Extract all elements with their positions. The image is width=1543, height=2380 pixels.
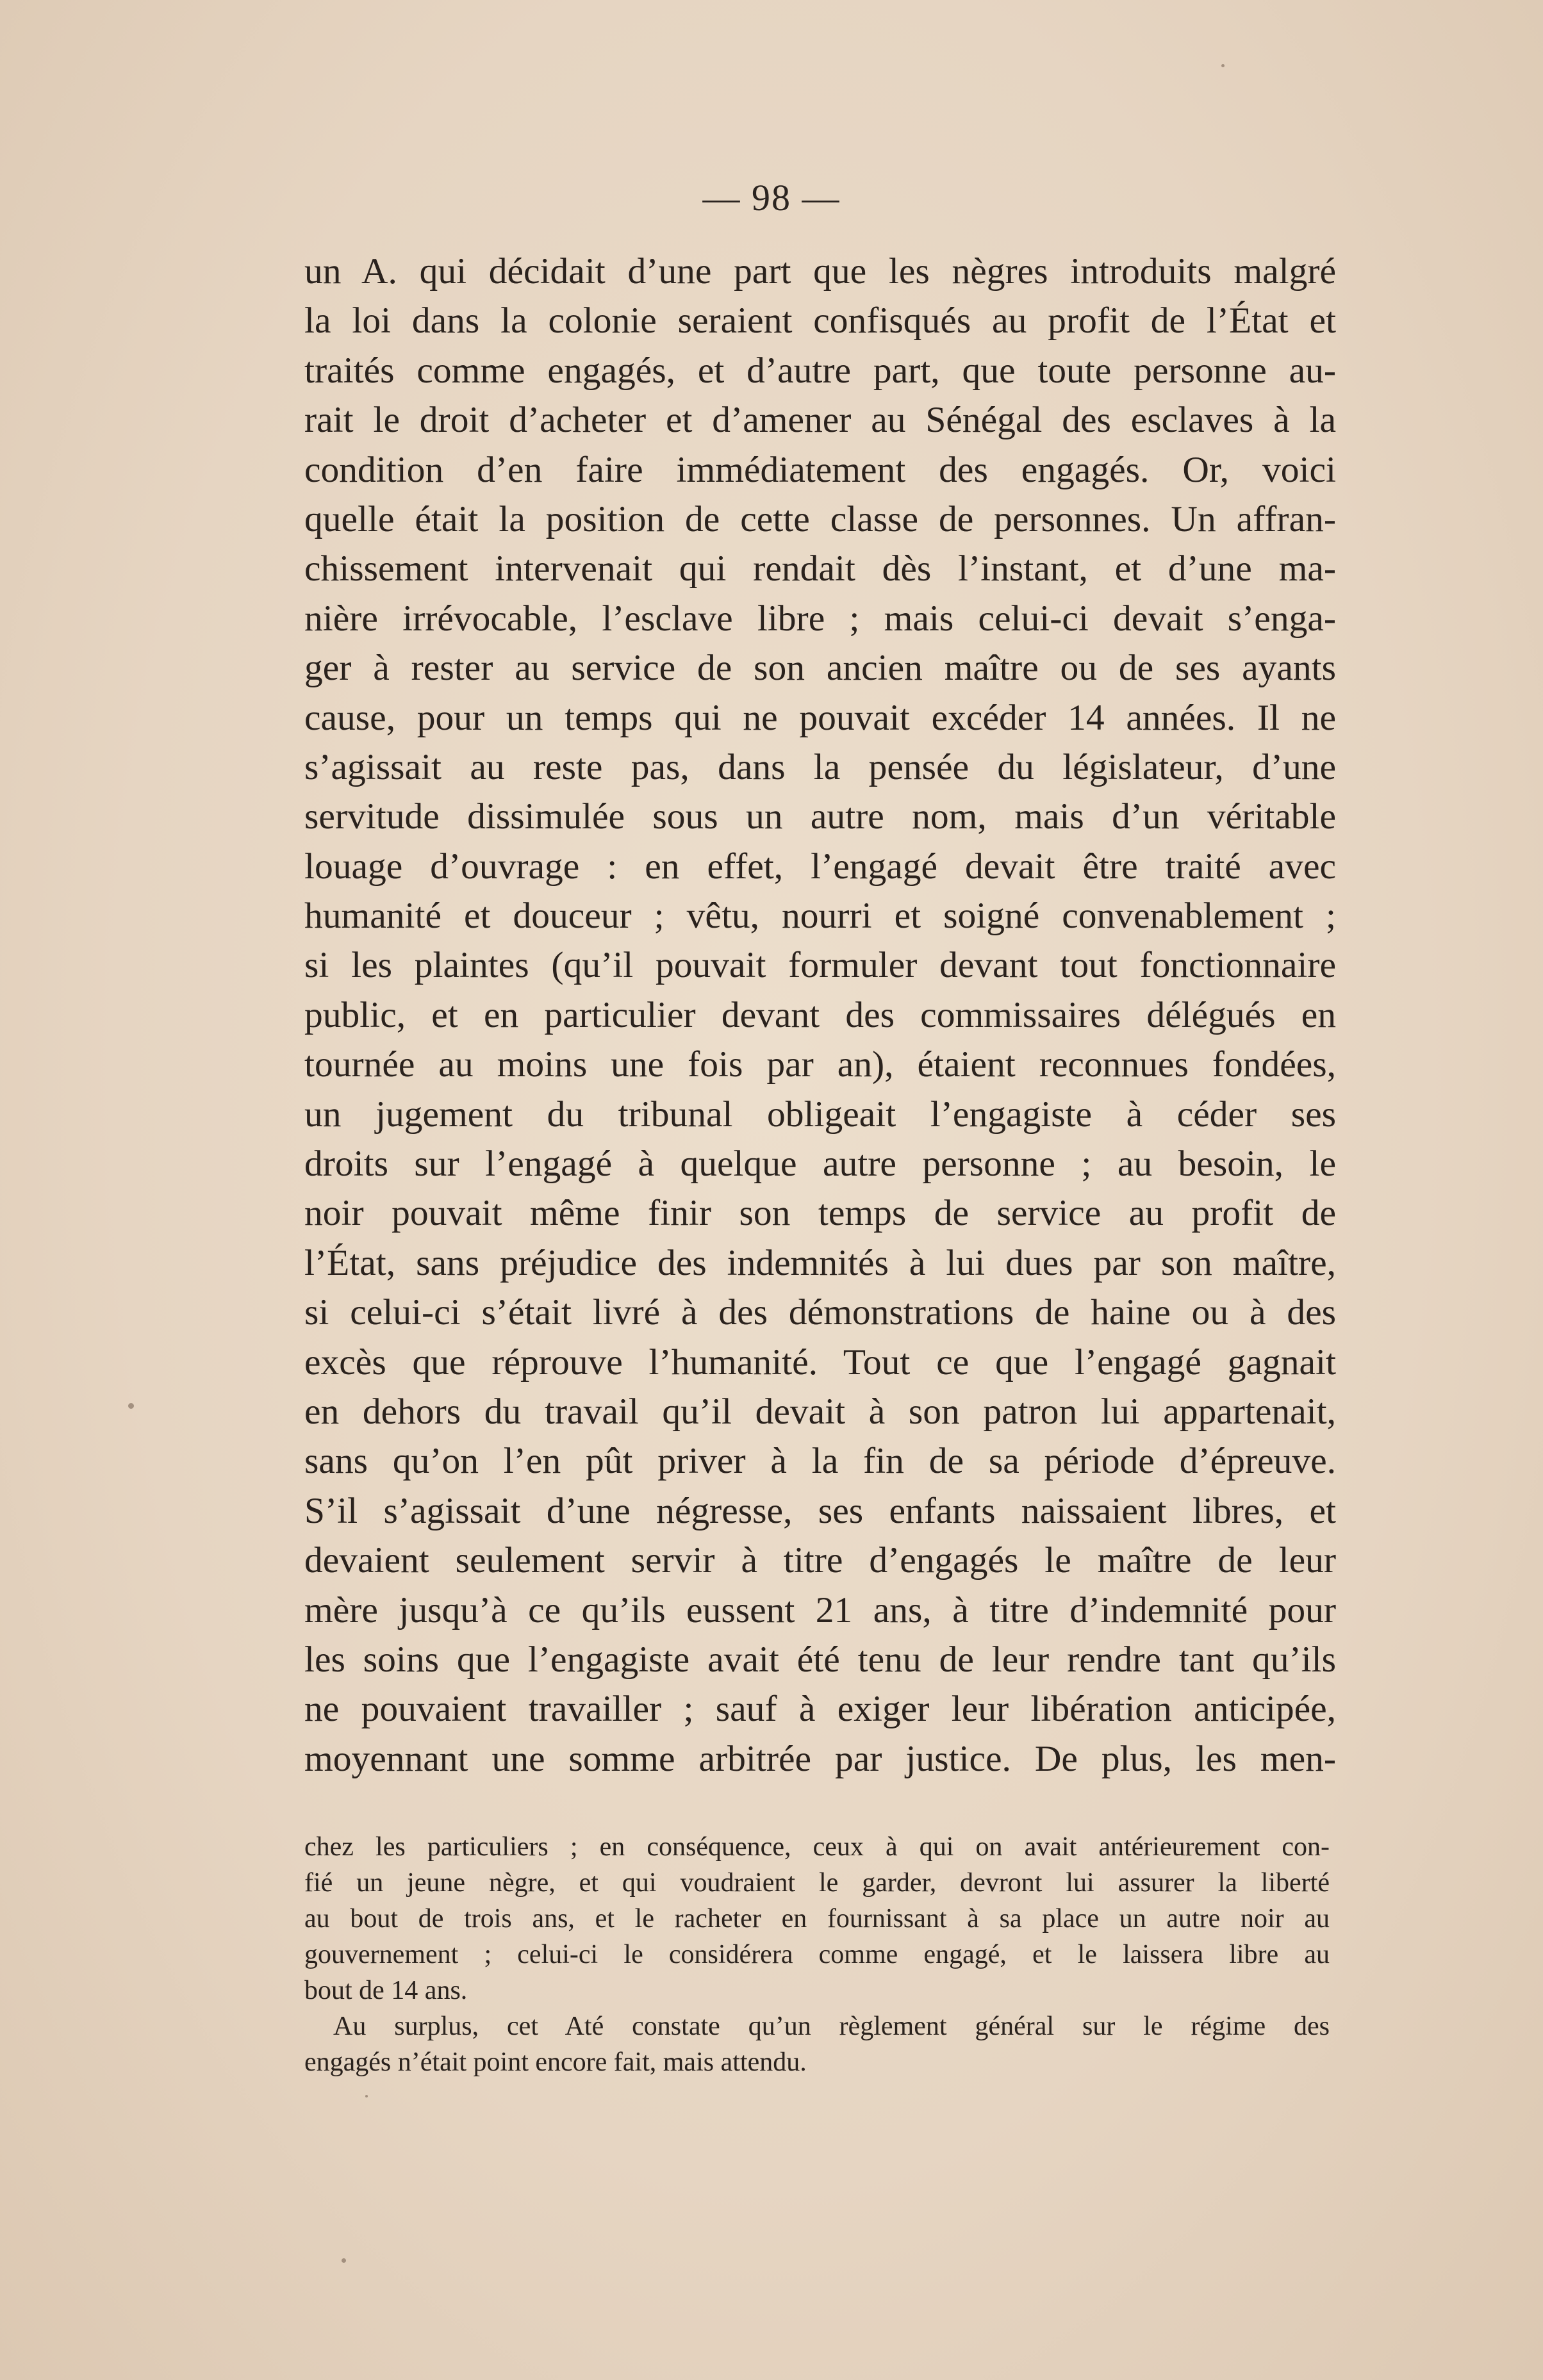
body-line: excès que réprouve l’humanité. Tout ce que l’engagé gagnait: [304, 1342, 1336, 1383]
body-line: l’État, sans préjudice des indemnités à lui dues par son maître,: [304, 1242, 1336, 1283]
footnotes: [304, 1829, 1330, 2080]
paper-speck: [1221, 64, 1225, 67]
body-line: nière irrévocable, l’esclave libre ; mais celui-ci devait s’enga-: [304, 598, 1336, 639]
body-line: traités comme engagés, et d’autre part, que toute personne au-: [304, 350, 1336, 391]
footnote-line: bout de 14 ans.: [304, 1976, 468, 2005]
body-line: servitude dissimulée sous un autre nom, mais d’un véritable: [304, 796, 1336, 837]
body-line: humanité et douceur ; vêtu, nourri et soigné convenablement ;: [304, 896, 1336, 937]
body-line: ger à rester au service de son ancien maître ou de ses ayants: [304, 648, 1336, 689]
paper-speck: [128, 1403, 134, 1409]
body-line: droits sur l’engagé à quelque autre personne ; au besoin, le: [304, 1144, 1336, 1185]
page-number: — 98 —: [702, 177, 841, 218]
body-line: rait le droit d’acheter et d’amener au Sénégal des esclaves à la: [304, 400, 1336, 441]
body-line: devaient seulement servir à titre d’engagés le maître de leur: [304, 1540, 1336, 1581]
body-line: tournée au moins une fois par an), étaient reconnues fondées,: [304, 1044, 1336, 1085]
footnote-line: chez les particuliers ; en conséquence, ceux à qui on avait antérieurement con-: [304, 1832, 1330, 1862]
footnote-line: gouvernement ; celui-ci le considérera comme engagé, et le laissera libre au: [304, 1940, 1330, 1969]
paper-speck: [342, 2258, 346, 2263]
body-line: la loi dans la colonie seraient confisqués au profit de l’État et: [304, 300, 1336, 341]
body-line: un A. qui décidait d’une part que les nègres introduits malgré: [304, 251, 1336, 291]
footnote-line: engagés n’était point encore fait, mais attendu.: [304, 2048, 807, 2077]
footnote-line: au bout de trois ans, et le racheter en fournissant à sa place un autre noir au: [304, 1904, 1330, 1933]
body-line: si celui-ci s’était livré à des démonstrations de haine ou à des: [304, 1292, 1336, 1333]
body-line: un jugement du tribunal obligeait l’engagiste à céder ses: [304, 1094, 1336, 1135]
footnote-line: fié un jeune nègre, et qui voudraient le garder, devront lui assurer la liberté: [304, 1868, 1330, 1898]
body-text: [304, 247, 1336, 1784]
body-line: louage d’ouvrage : en effet, l’engagé devait être traité avec: [304, 846, 1336, 887]
body-line: en dehors du travail qu’il devait à son patron lui appartenait,: [304, 1391, 1336, 1432]
paper-speck: [365, 2095, 368, 2097]
body-line: S’il s’agissait d’une négresse, ses enfants naissaient libres, et: [304, 1490, 1336, 1531]
body-line: ne pouvaient travailler ; sauf à exiger leur libération anticipée,: [304, 1689, 1336, 1730]
body-line: si les plaintes (qu’il pouvait formuler devant tout fonctionnaire: [304, 945, 1336, 986]
body-line: cause, pour un temps qui ne pouvait excéder 14 années. Il ne: [304, 697, 1336, 738]
body-line: s’agissait au reste pas, dans la pensée du législateur, d’une: [304, 746, 1336, 787]
body-line: les soins que l’engagiste avait été tenu de leur rendre tant qu’ils: [304, 1639, 1336, 1680]
footnote-line: Au surplus, cet Até constate qu’un règlement général sur le régime des: [333, 2012, 1330, 2041]
body-line: noir pouvait même finir son temps de service au profit de: [304, 1193, 1336, 1234]
body-line: quelle était la position de cette classe de personnes. Un affran-: [304, 498, 1336, 539]
body-line: mère jusqu’à ce qu’ils eussent 21 ans, à titre d’indemnité pour: [304, 1589, 1336, 1630]
body-line: public, et en particulier devant des commissaires délégués en: [304, 994, 1336, 1035]
body-line: condition d’en faire immédiatement des engagés. Or, voici: [304, 449, 1336, 490]
body-line: moyennant une somme arbitrée par justice. De plus, les men-: [304, 1738, 1336, 1779]
body-line: sans qu’on l’en pût priver à la fin de sa période d’épreuve.: [304, 1441, 1336, 1482]
body-line: chissement intervenait qui rendait dès l’instant, et d’une ma-: [304, 548, 1336, 589]
